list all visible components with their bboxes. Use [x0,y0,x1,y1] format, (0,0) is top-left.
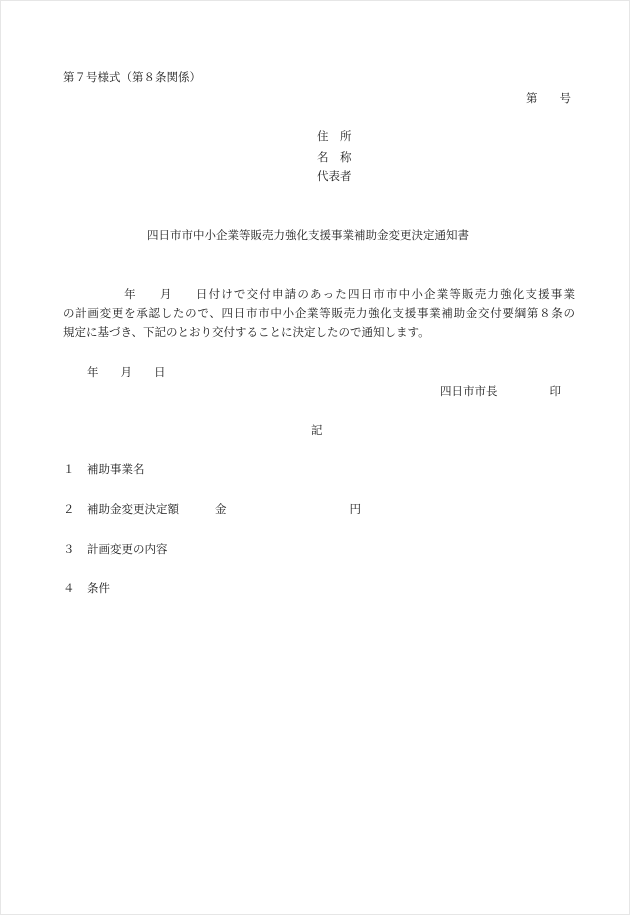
body-paragraph [63,285,575,342]
list-item [63,502,361,516]
amount-prefix: 金 [215,502,227,516]
document-title: 四日市市中小企業等販売力強化支援事業補助金変更決定通知書 [147,228,469,242]
item-label: 補助事業名 [87,462,145,476]
issuer-name: 四日市市長 [440,384,498,398]
recipient-address-label: 住 所 [317,129,352,143]
ki-heading: 記 [311,423,323,437]
item-number: １ [63,462,75,476]
body-date-month: 月 [158,287,173,301]
list-item [63,462,145,476]
list-item [63,542,168,556]
body-line-3: 規定に基づき、下記のとおり交付することに決定したので通知します。 [63,325,430,339]
issue-date-month: 月 [120,365,132,379]
body-line-1-text: 日付けで交付申請のあった四日市市中小企業等販売力強化支援事業 [194,287,575,301]
form-number: 第７号様式（第８条関係） [63,70,201,84]
issue-date-year: 年 [87,365,99,379]
item-label: 条件 [87,581,110,595]
issue-date-day: 日 [154,365,166,379]
recipient-name-label: 名 称 [317,150,352,164]
issue-date [87,365,166,379]
item-label: 補助金変更決定額 [87,502,179,516]
body-date-year: 年 [123,287,137,301]
item-number: ３ [63,542,75,556]
doc-number-prefix: 第 [526,91,538,105]
body-line-2: の計画変更を承認したので、四日市市中小企業等販売力強化支援事業補助金交付要綱第８条の [63,306,575,320]
item-label: 計画変更の内容 [87,542,168,556]
item-number: ２ [63,502,75,516]
recipient-representative-label: 代表者 [317,169,352,183]
doc-number-suffix: 号 [559,91,571,105]
body-line-1 [63,285,575,304]
item-number: ４ [63,581,75,595]
issuer [440,384,561,398]
document-number [526,91,571,105]
list-item [63,581,110,595]
amount-suffix: 円 [349,502,361,516]
seal-mark: 印 [549,384,561,398]
